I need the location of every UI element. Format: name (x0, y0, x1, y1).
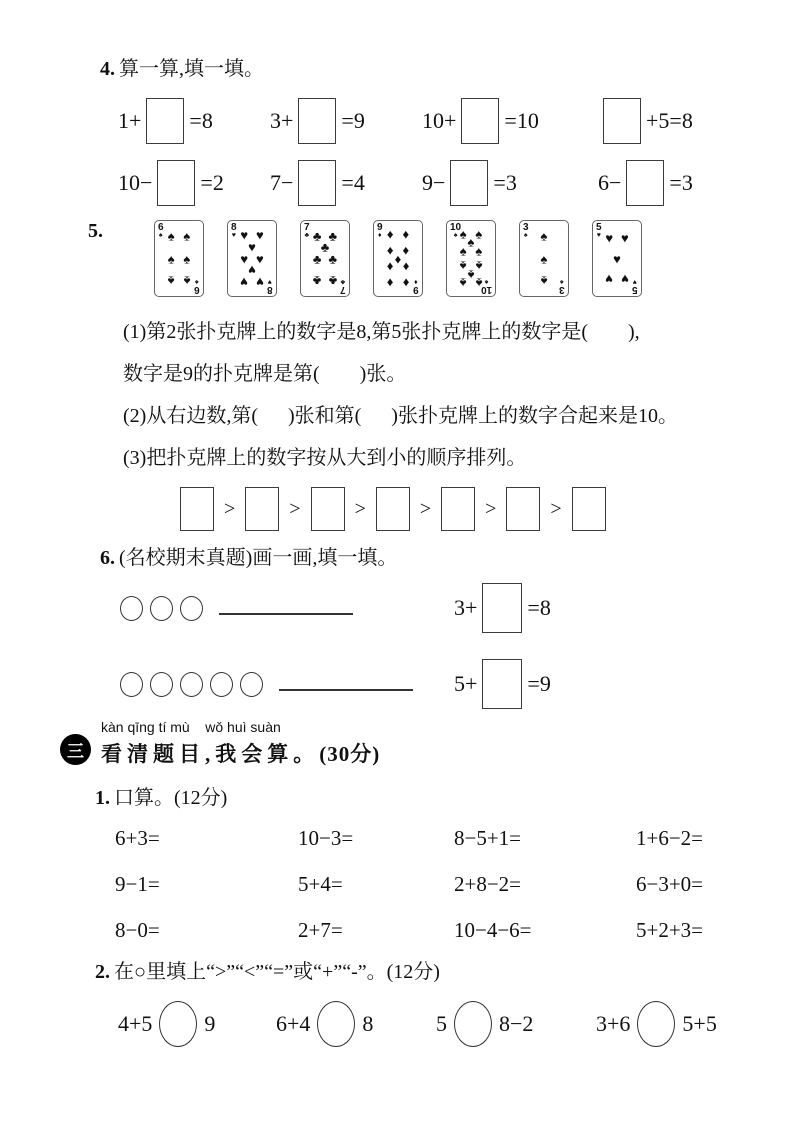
order-answer-box[interactable] (311, 487, 345, 531)
card-pip: ♣ (328, 228, 338, 244)
playing-card (227, 220, 277, 297)
card-pip: ♣ (328, 273, 338, 289)
section-score: (30分) (319, 742, 381, 766)
greater-than-symbol: > (485, 497, 497, 520)
question-number: 1. (95, 787, 110, 809)
card-pip: ♥ (613, 251, 621, 266)
card-corner-index (413, 278, 419, 294)
card-pip: ♥ (248, 262, 256, 278)
equation (454, 659, 606, 709)
card-pip: ♠ (459, 275, 467, 291)
card-rank: 7 (340, 284, 346, 295)
card-rank: 10 (450, 222, 462, 233)
equation (598, 98, 757, 144)
card-rank: 5 (632, 284, 638, 295)
answer-box[interactable] (603, 98, 641, 144)
card-pip: ♦ (402, 242, 410, 258)
comparison-left-expression: 4+5 (118, 1011, 153, 1036)
order-answer-box[interactable] (180, 487, 214, 531)
card-pips (235, 226, 269, 291)
equation-left: 5+ (454, 671, 478, 696)
card-rank: 3 (523, 222, 529, 233)
card-pips (527, 226, 561, 291)
card-pip: ♠ (459, 258, 467, 274)
comparison-item (436, 1001, 596, 1047)
comparison-right-expression: 9 (204, 1011, 216, 1036)
comparison-left-expression: 3+6 (596, 1011, 631, 1036)
card-pip: ♠ (183, 273, 191, 289)
equation-row-2 (118, 160, 757, 206)
card-pip: ♦ (402, 226, 410, 242)
question-5-sub2: (2)从右边数,第( )张和第( )张扑克牌上的数字合起来是10。 (123, 405, 678, 427)
comparison-item (276, 1001, 436, 1047)
answer-box[interactable] (482, 659, 522, 709)
answer-box[interactable] (298, 160, 336, 206)
card-suit-icon: ♠ (158, 232, 163, 239)
question-5-sub1-line1: (1)第2张扑克牌上的数字是8,第5张扑克牌上的数字是( ), (123, 321, 640, 343)
card-suit-icon: ♣ (304, 232, 310, 239)
section-number-badge: 三 (60, 734, 91, 765)
card-pip: ♣ (312, 228, 322, 244)
equation-right: =8 (189, 108, 213, 133)
equation-left: 1+ (118, 108, 142, 133)
card-rank: 8 (231, 222, 237, 233)
comparison-answer-circle[interactable] (159, 1001, 197, 1047)
equation-right: =2 (200, 170, 224, 195)
card-pip: ♥ (620, 230, 629, 246)
comparison-answer-circle[interactable] (454, 1001, 492, 1047)
draw-and-fill-row-1 (120, 583, 757, 633)
comparison-item (596, 1001, 717, 1047)
oral-calc-expression: 6+3= (115, 826, 160, 850)
card-pip: ♠ (459, 243, 467, 259)
question-number: 5. (88, 220, 103, 242)
card-pip: ♥ (240, 274, 249, 290)
card-pip: ♠ (459, 226, 467, 242)
oral-calc-expression: 8−0= (115, 918, 160, 942)
card-pip: ♣ (312, 251, 322, 266)
answer-line[interactable] (219, 613, 353, 615)
printed-circle (150, 596, 173, 621)
section-three-header (60, 719, 757, 768)
question-number: 6. (100, 547, 115, 569)
equation (270, 160, 422, 206)
comparison-right-expression: 8−2 (499, 1011, 534, 1036)
answer-box[interactable] (450, 160, 488, 206)
question-title: 口算。(12分) (114, 787, 228, 809)
card-pip: ♣ (320, 239, 330, 255)
oral-calc-grid (115, 824, 757, 944)
oral-calc-expression: 5+2+3= (636, 918, 704, 942)
section-pinyin: kàn qīng tí mù wǒ huì suàn (101, 719, 281, 735)
equation (598, 160, 757, 206)
card-pip: ♠ (540, 251, 548, 266)
printed-circle (120, 672, 143, 697)
card-pip: ♦ (402, 259, 410, 275)
card-pips (381, 226, 415, 291)
card-rank: 9 (377, 222, 383, 233)
section-title: 看清题目,我会算。(30分) (101, 742, 381, 766)
card-pip: ♣ (328, 251, 338, 266)
equation-row-1 (118, 98, 757, 144)
question-title: 在○里填上“>”“<”“=”或“+”“-”。(12分) (114, 961, 440, 983)
card-suit-icon: ♠ (560, 278, 565, 285)
comparison-answer-circle[interactable] (317, 1001, 355, 1047)
question-5-cards-block (88, 220, 757, 297)
subquestion-2-heading (95, 958, 757, 986)
card-suit-icon: ♥ (231, 232, 236, 239)
card-suit-icon: ♠ (484, 278, 489, 285)
card-pips (308, 226, 342, 291)
equation-right: =9 (341, 108, 365, 133)
question-number: 4. (100, 58, 115, 80)
card-pip: ♠ (167, 251, 175, 266)
card-pip: ♠ (475, 226, 483, 242)
card-pip: ♠ (183, 228, 191, 244)
comparison-left-expression: 5 (436, 1011, 447, 1036)
equation-left: 10+ (422, 108, 457, 133)
playing-card (592, 220, 642, 297)
card-pip: ♠ (167, 273, 175, 289)
question-4-heading (100, 56, 757, 82)
card-corner-index (267, 278, 273, 294)
comparison-left-expression: 6+4 (276, 1011, 311, 1036)
draw-area (120, 596, 454, 621)
oral-calc-expression: 2+8−2= (454, 872, 522, 896)
card-rank: 6 (194, 284, 200, 295)
playing-card (300, 220, 350, 297)
card-rank: 3 (559, 284, 565, 295)
equation-left: 9− (422, 170, 446, 195)
oral-calc-expression: 10−3= (298, 826, 354, 850)
answer-box[interactable] (626, 160, 664, 206)
card-pip: ♠ (475, 243, 483, 259)
printed-circle (150, 672, 173, 697)
card-pip: ♠ (540, 228, 548, 244)
card-corner-index (340, 278, 346, 294)
card-pip: ♠ (475, 275, 483, 291)
answer-box[interactable] (146, 98, 184, 144)
playing-cards-row (154, 220, 642, 297)
oral-calc-expression: 9−1= (115, 872, 160, 896)
card-corner-index (632, 278, 638, 294)
playing-card (154, 220, 204, 297)
card-pip: ♦ (386, 226, 394, 242)
card-pip: ♥ (620, 271, 629, 287)
card-pip: ♥ (255, 251, 264, 266)
card-pip: ♦ (386, 242, 394, 258)
equation-right: =8 (527, 595, 551, 620)
greater-than-symbol: > (550, 497, 562, 520)
card-rank: 8 (267, 284, 273, 295)
card-suit-icon: ♦ (377, 232, 382, 239)
card-suit-icon: ♦ (414, 278, 419, 285)
oral-calc-expression: 5+4= (298, 872, 343, 896)
card-pip: ♦ (386, 259, 394, 275)
printed-circle (180, 596, 203, 621)
card-pip: ♥ (240, 227, 249, 243)
oral-calc-expression: 6−3+0= (636, 872, 704, 896)
card-corner-index (481, 278, 492, 294)
card-pip: ♠ (475, 258, 483, 274)
equation-right: =10 (504, 108, 539, 133)
card-pips (600, 226, 634, 291)
card-pip: ♠ (183, 251, 191, 266)
equation (422, 160, 598, 206)
equation (270, 98, 422, 144)
card-pip: ♦ (394, 251, 402, 266)
question-6-heading (100, 545, 757, 571)
card-corner-index (559, 278, 565, 294)
question-5-sub3: (3)把扑克牌上的数字按从大到小的顺序排列。 (123, 447, 527, 469)
card-suit-icon: ♠ (523, 232, 528, 239)
equation-right: =3 (493, 170, 517, 195)
card-rank: 6 (158, 222, 164, 233)
answer-box[interactable] (461, 98, 499, 144)
comparison-item (118, 1001, 276, 1047)
card-rank: 7 (304, 222, 310, 233)
order-answer-box[interactable] (572, 487, 606, 531)
section-title-block (101, 719, 380, 768)
greater-than-symbol: > (289, 497, 301, 520)
greater-than-symbol: > (419, 497, 432, 520)
question-title: (名校期末真题)画一画,填一填。 (119, 547, 398, 569)
equation-right: =3 (669, 170, 693, 195)
card-pip: ♠ (467, 234, 475, 250)
card-pip: ♠ (540, 273, 548, 289)
draw-area (120, 672, 454, 697)
ordering-row (180, 487, 757, 531)
printed-circle (120, 596, 143, 621)
order-answer-box[interactable] (245, 487, 279, 531)
card-pip: ♠ (167, 228, 175, 244)
equation (118, 98, 270, 144)
card-suit-icon: ♥ (633, 278, 638, 285)
printed-circle (210, 672, 233, 697)
equation-left: 3+ (454, 595, 478, 620)
card-pip: ♥ (255, 227, 264, 243)
order-answer-box[interactable] (506, 487, 540, 531)
card-pip: ♥ (240, 251, 249, 266)
card-suit-icon: ♠ (195, 278, 200, 285)
card-pip: ♦ (402, 275, 410, 291)
comparison-answer-circle[interactable] (637, 1001, 675, 1047)
equation-left: 7− (270, 170, 294, 195)
oral-calc-expression: 2+7= (298, 918, 343, 942)
order-answer-box[interactable] (441, 487, 475, 531)
card-suit-icon: ♥ (596, 232, 601, 239)
equation (422, 98, 598, 144)
equation (454, 583, 606, 633)
subquestion-1-heading (95, 784, 757, 812)
playing-card (373, 220, 423, 297)
question-title: 算一算,填一填。 (119, 58, 264, 80)
answer-box[interactable] (298, 98, 336, 144)
answer-box[interactable] (157, 160, 195, 206)
card-pip: ♥ (605, 230, 614, 246)
card-corner-index (194, 278, 200, 294)
comparison-right-expression: 5+5 (682, 1011, 717, 1036)
equation-left: 10− (118, 170, 153, 195)
card-pips (162, 226, 196, 291)
equation (118, 160, 270, 206)
question-5-sub1-line2: 数字是9的扑克牌是第( )张。 (123, 363, 407, 385)
card-pip: ♠ (467, 267, 475, 283)
equation-right: =4 (341, 170, 365, 195)
question-number: 2. (95, 961, 110, 983)
card-rank: 5 (596, 222, 602, 233)
equation-left: 6− (598, 170, 622, 195)
playing-card (519, 220, 569, 297)
equation-right: +5=8 (646, 108, 693, 133)
answer-line[interactable] (279, 689, 413, 691)
oral-calc-expression: 8−5+1= (454, 826, 522, 850)
card-rank: 10 (480, 284, 492, 295)
answer-box[interactable] (482, 583, 522, 633)
card-pip: ♥ (605, 271, 614, 287)
equation-right: =9 (527, 671, 551, 696)
card-suit-icon: ♣ (340, 278, 346, 285)
printed-circle (180, 672, 203, 697)
equation-left: 3+ (270, 108, 294, 133)
greater-than-symbol: > (354, 497, 366, 520)
card-suit-icon: ♠ (453, 232, 458, 239)
order-answer-box[interactable] (376, 487, 410, 531)
card-pip: ♥ (248, 239, 256, 255)
draw-and-fill-row-2 (120, 659, 757, 709)
greater-than-symbol: > (224, 497, 236, 520)
card-pip: ♣ (312, 273, 322, 289)
card-rank: 9 (413, 284, 419, 295)
card-suit-icon: ♥ (268, 278, 273, 285)
playing-card (446, 220, 496, 297)
oral-calc-expression: 10−4−6= (454, 918, 532, 942)
card-pip: ♥ (255, 274, 264, 290)
comparison-row (118, 998, 757, 1050)
printed-circle (240, 672, 263, 697)
oral-calc-expression: 1+6−2= (636, 826, 704, 850)
card-pip: ♦ (386, 275, 394, 291)
comparison-right-expression: 8 (362, 1011, 374, 1036)
